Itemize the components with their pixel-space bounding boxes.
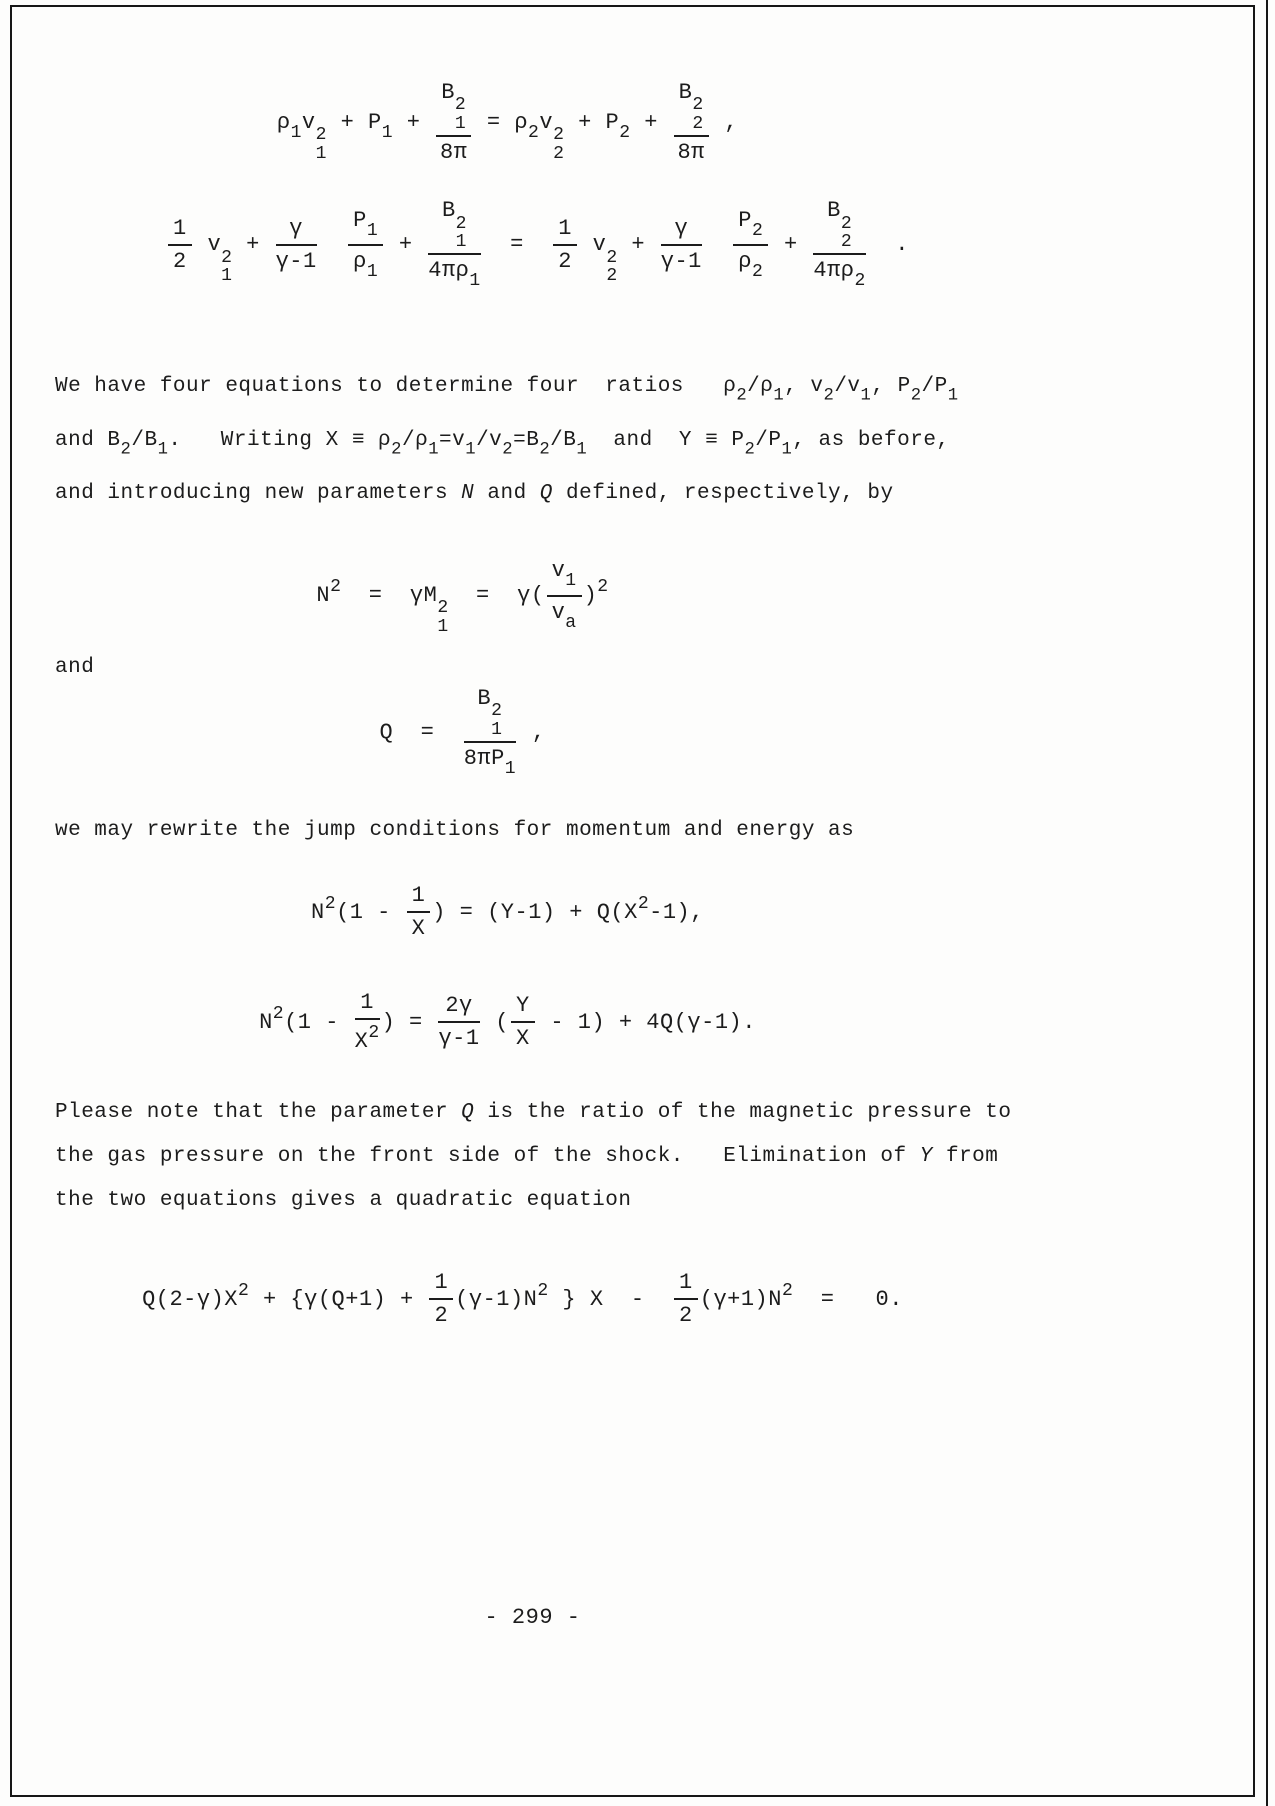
paragraph-line: the two equations gives a quadratic equation bbox=[55, 1188, 632, 1212]
paragraph-four-ratios bbox=[55, 365, 960, 516]
energy-flux-equation: $\frac{1}{2}$ v 2 1 + $\frac{\gamma}{\gamma-1}$ $\frac{P_1}{\rho_1}$ + B 2 1 $4\pi\rho_1$ = $\frac{1}{2}$ v 2 2 + $\frac{\gamma}{\gamma-1}$ $\frac{P_2}{\rho_2}$ + B 2 2 $4\pi\rho_2$ . bbox=[85, 196, 990, 293]
paragraph-line: the gas pressure on the front side of the shock. Elimination of Y from bbox=[55, 1144, 999, 1168]
momentum-jump-rewritten-equation: $N^2(1$ - $\frac{1}{X}$ ) = $(Y-1) + Q(X^2-1)$, bbox=[311, 882, 704, 942]
energy-jump-rewritten-equation: $N^2(1$ - $\frac{1}{X^2}$ ) = $\frac{2\gamma}{\gamma-1}$ ( $\frac{Y}{X}$ - 1) + 4Q(γ-1). bbox=[259, 989, 756, 1055]
paragraph-line: Please note that the parameter Q is the ratio of the magnetic pressure to bbox=[55, 1100, 1012, 1124]
and-connector-text: and bbox=[55, 656, 95, 680]
paragraph-note-parameter-q bbox=[55, 1091, 1012, 1223]
paragraph-line: and $B_2/B_1$. Writing $X \equiv \rho_2/\rho_1=v_1/v_2=B_2/B_1$ and $Y \equiv P_2/P_1$, as before, bbox=[55, 428, 950, 460]
quadratic-equation: $Q(2-\gamma)X^2 + \{\gamma(Q+1)$ + $\frac{1}{2}$ $(\gamma-1)N^2$ } X - $\frac{1}{2}$ $(\gamma+1)N^2 = 0$. bbox=[142, 1269, 903, 1329]
paragraph-rewrite-jump-conditions: we may rewrite the jump conditions for momentum and energy as bbox=[55, 818, 855, 842]
n-squared-definition-equation: $N^2 = \gamma M$ 2 1 = γ( $\frac{v_1}{v_a}$ )$^2$ bbox=[316, 558, 609, 637]
paragraph-line: We have four equations to determine four ratios $\rho_2/\rho_1$, $v_2/v_1$, $P_2/P_1$ bbox=[55, 375, 959, 406]
q-definition-equation: Q = B 2 1 $8\pi P_1$ , bbox=[379, 686, 546, 780]
momentum-flux-equation: $\rho_1v$ 2 1 + $P_1$ + B 2 1 8π = $\rho_2v$ 2 2 + $P_2$ + B 2 2 8π , bbox=[276, 80, 739, 165]
page-number: - 299 - bbox=[484, 1604, 581, 1630]
page-right-edge-line bbox=[1266, 0, 1268, 1806]
page-body bbox=[55, 0, 1012, 1630]
paragraph-line: and introducing new parameters N and Q defined, respectively, by bbox=[55, 482, 894, 506]
